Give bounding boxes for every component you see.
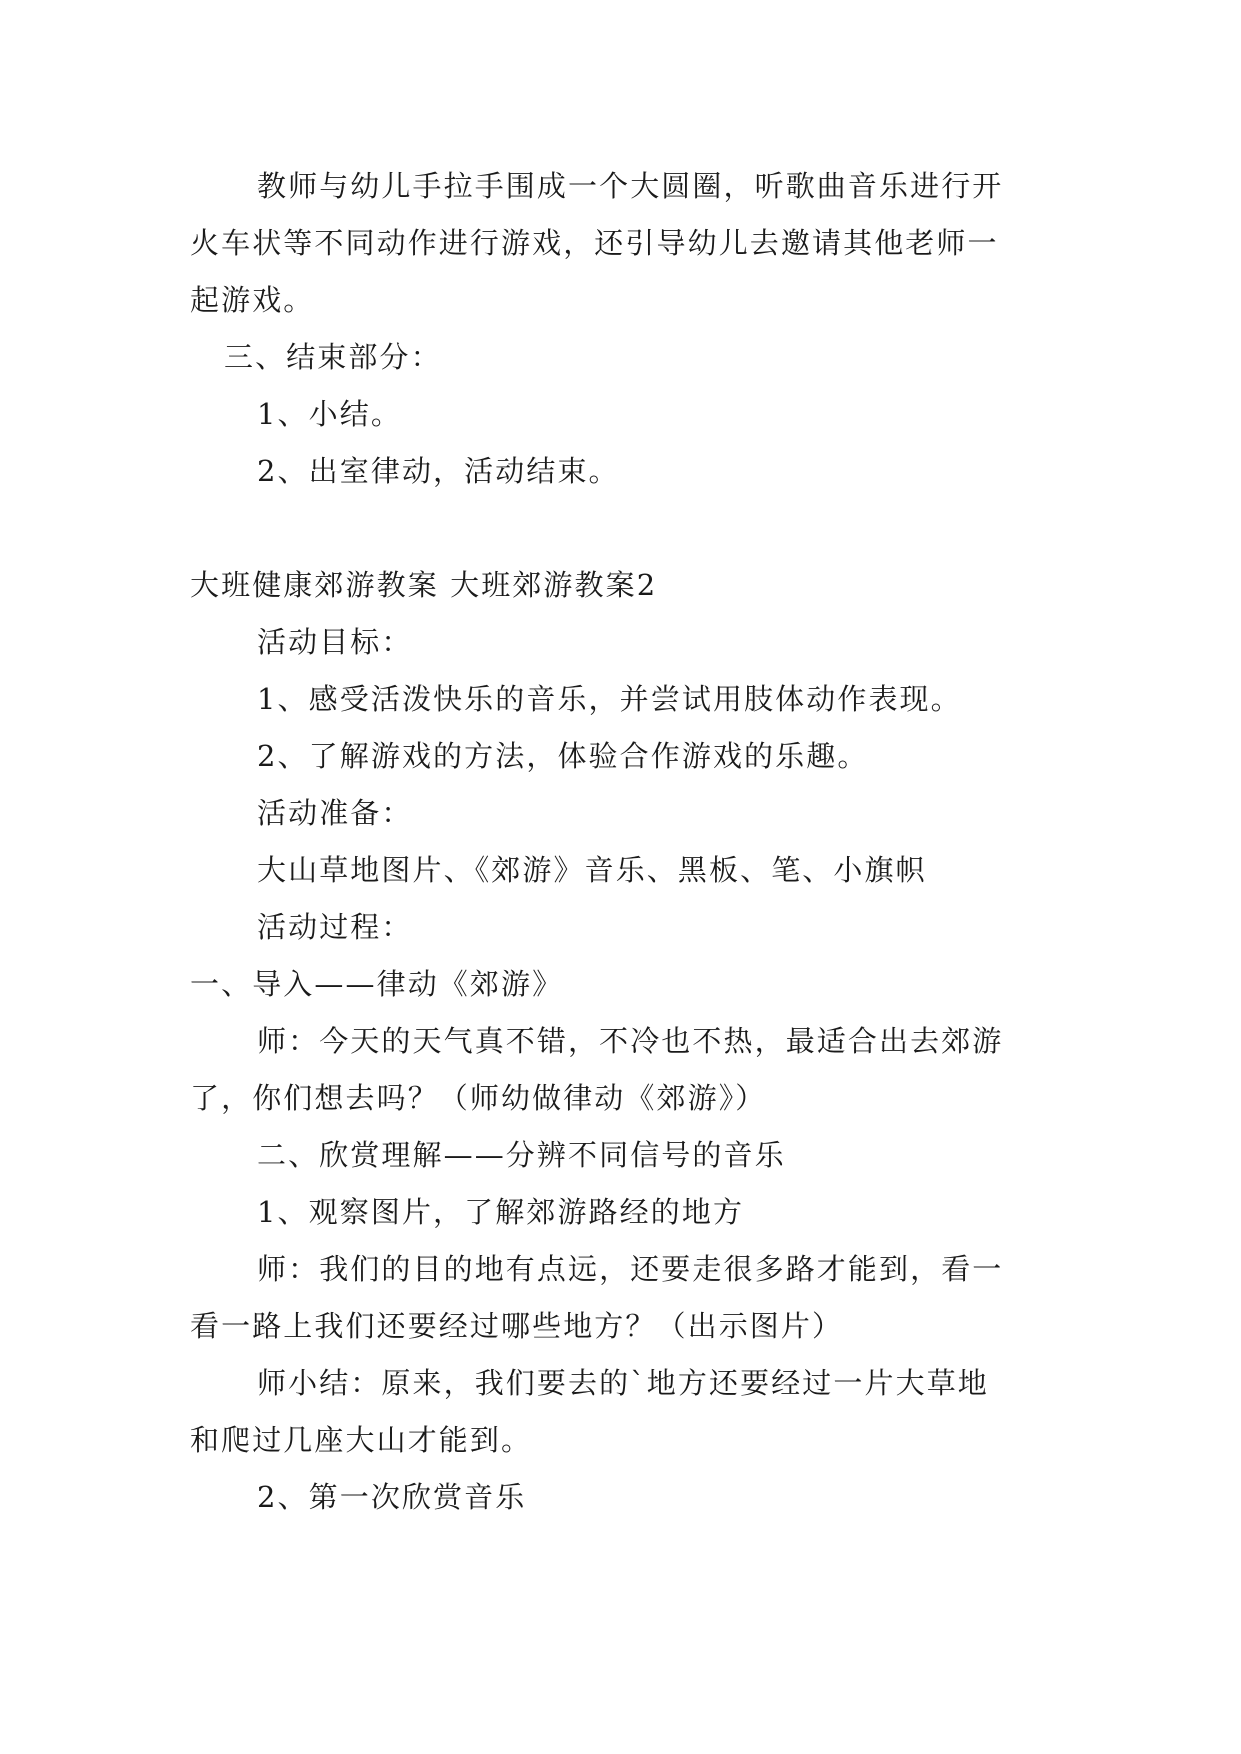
paragraph-line: 师：今天的天气真不错，不冷也不热，最适合出去郊游 bbox=[257, 1024, 1004, 1058]
paragraph-line: 了，你们想去吗？（师幼做律动《郊游》） bbox=[190, 1081, 767, 1115]
paragraph-line: 大山草地图片、《郊游》音乐、黑板、笔、小旗帜 bbox=[257, 853, 927, 887]
section-heading: 活动过程： bbox=[257, 910, 413, 944]
list-item: 1、观察图片，了解郊游路经的地方 bbox=[257, 1195, 745, 1229]
list-item: 1、小结。 bbox=[257, 397, 402, 431]
list-item: 2、出室律动，活动结束。 bbox=[257, 454, 620, 488]
section-heading: 二、欣赏理解——分辨不同信号的音乐 bbox=[257, 1138, 786, 1172]
section-heading: 活动目标： bbox=[257, 625, 413, 659]
paragraph-line: 师小结：原来，我们要去的`地方还要经过一片大草地 bbox=[257, 1366, 989, 1400]
list-item: 2、第一次欣赏音乐 bbox=[257, 1480, 527, 1514]
paragraph-line: 师：我们的目的地有点远，还要走很多路才能到，看一 bbox=[257, 1252, 1004, 1286]
paragraph-line: 教师与幼儿手拉手围成一个大圆圈，听歌曲音乐进行开 bbox=[257, 169, 1004, 203]
paragraph-line: 火车状等不同动作进行游戏，还引导幼儿去邀请其他老师一 bbox=[190, 226, 999, 260]
paragraph-line: 和爬过几座大山才能到。 bbox=[190, 1423, 533, 1457]
document-title: 大班健康郊游教案 大班郊游教案2 bbox=[190, 568, 658, 602]
paragraph-line: 看一路上我们还要经过哪些地方？（出示图片） bbox=[190, 1309, 844, 1343]
list-item: 2、了解游戏的方法，体验合作游戏的乐趣。 bbox=[257, 739, 869, 773]
list-item: 1、感受活泼快乐的音乐，并尝试用肢体动作表现。 bbox=[257, 682, 962, 716]
section-heading: 一、导入——律动《郊游》 bbox=[190, 967, 564, 1001]
section-heading: 三、结束部分： bbox=[224, 340, 442, 374]
section-heading: 活动准备： bbox=[257, 796, 413, 830]
paragraph-line: 起游戏。 bbox=[190, 283, 315, 317]
